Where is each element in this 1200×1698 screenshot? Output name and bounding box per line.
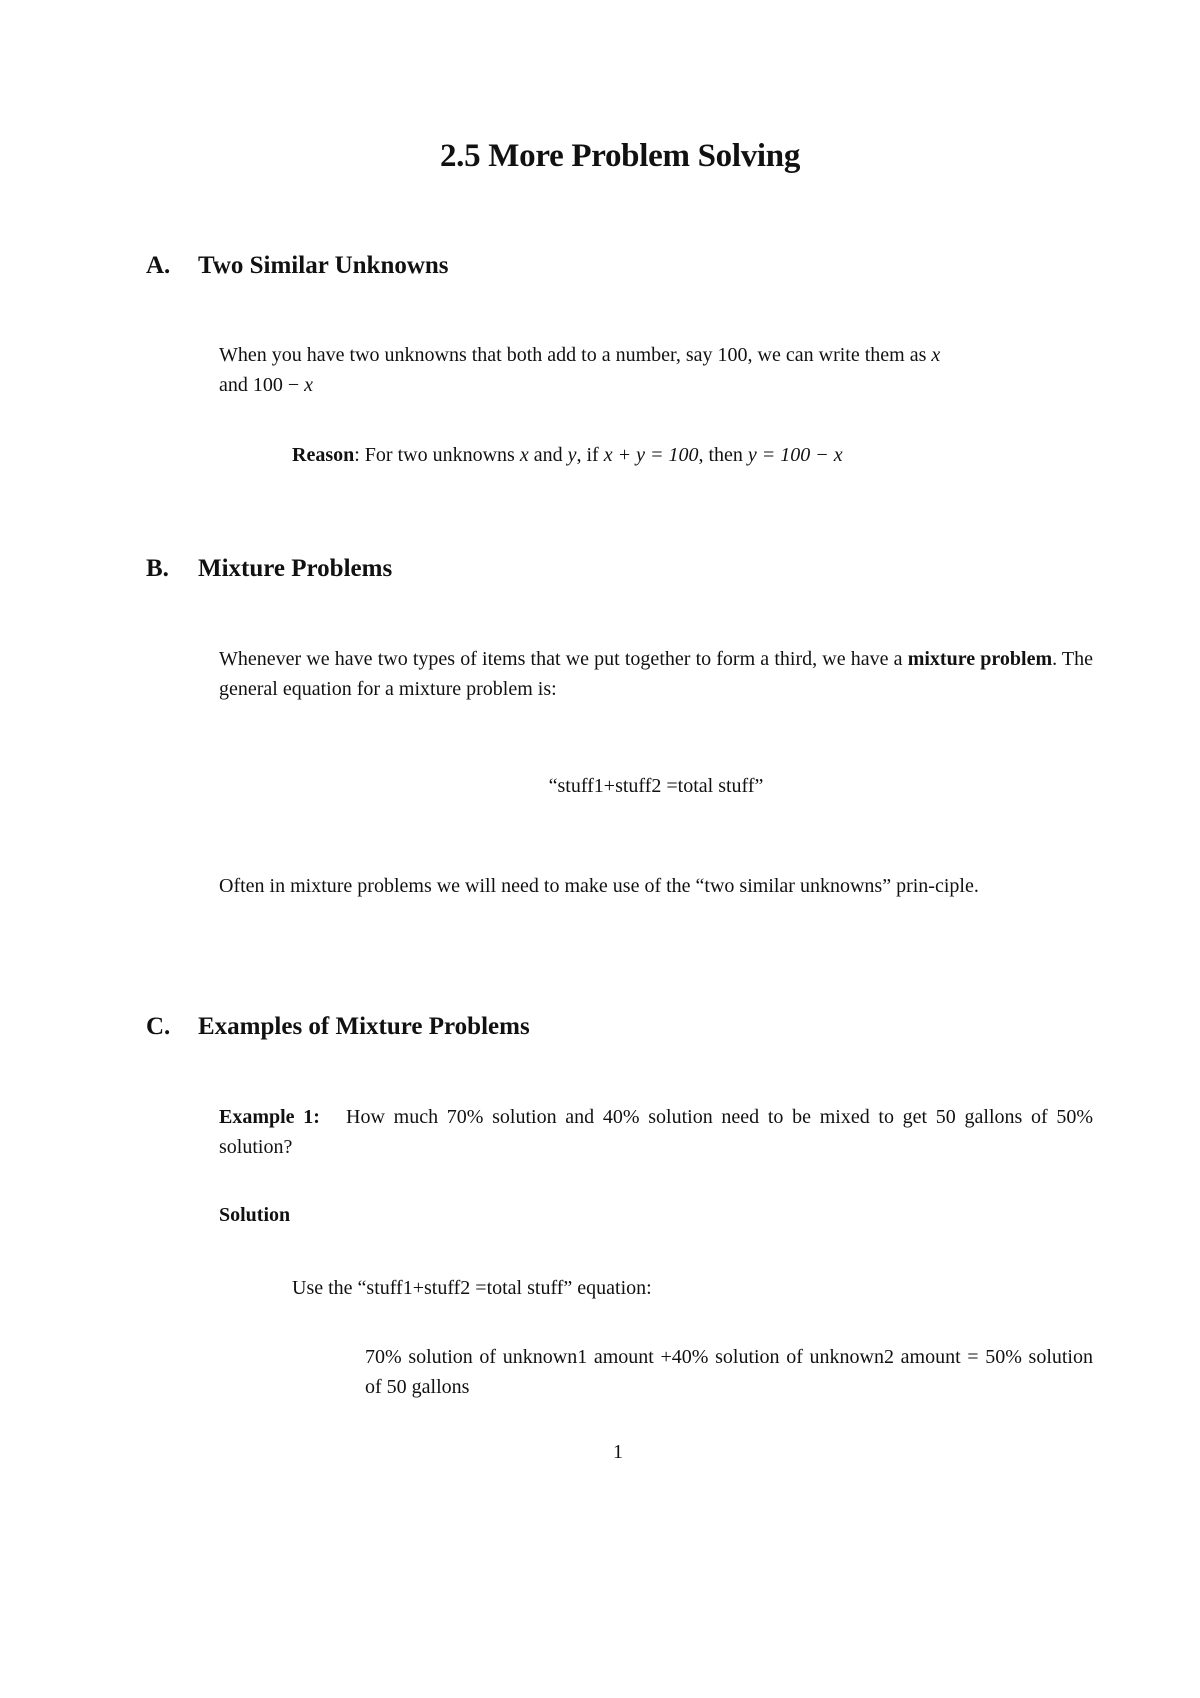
solution-use-line: Use the “stuff1+stuff2 =total stuff” equation: — [292, 1277, 652, 1299]
section-b-letter: B. — [146, 555, 169, 582]
page-title: 2.5 More Problem Solving — [439, 138, 801, 174]
reason-and: and — [528, 444, 568, 466]
section-c-title: Examples of Mixture Problems — [198, 1013, 530, 1040]
example-1 — [219, 1102, 1093, 1162]
section-a-var-x: x — [931, 344, 941, 366]
section-a-line2: and 100 − — [219, 374, 305, 396]
example-1-text: How much 70% solution and 40% solution need to be mixed to get 50 gallons of 50% solution? — [219, 1106, 1094, 1158]
reason-if: , if — [576, 444, 604, 466]
section-b-text: Whenever we have two types of items that we put together to form a third, we have a — [219, 648, 903, 670]
section-c-letter: C. — [146, 1013, 171, 1040]
section-b-text-rest: . The general equation for a mixture problem is: — [219, 648, 1093, 700]
solution-label: Solution — [219, 1204, 291, 1226]
reason-equation-2: y = 100 − x — [747, 444, 843, 466]
section-a-letter: A. — [146, 252, 171, 279]
section-a-text: When you have two unknowns that both add to a number, say 100, we can write them as — [219, 344, 932, 366]
mixture-problem-term: mixture problem — [907, 648, 1053, 670]
example-1-label: Example 1: — [219, 1106, 320, 1128]
reason-then: , then — [698, 444, 748, 466]
section-a-title: Two Similar Unknowns — [198, 252, 449, 279]
solution-step-1: 70% solution of unknown1 amount +40% solution of unknown2 amount = 50% solution of 50 gallons — [365, 1346, 1093, 1398]
reason-equation-1: x + y = 100 — [603, 444, 699, 466]
reason-label: Reason — [292, 444, 355, 466]
mixture-equation: “stuff1+stuff2 =total stuff” — [548, 775, 764, 797]
reason-line — [292, 440, 843, 470]
reason-x: x — [519, 444, 529, 466]
section-a-line2-var: x — [304, 374, 314, 396]
section-b-heading — [146, 555, 392, 583]
section-b-paragraph-2: Often in mixture problems we will need to make use of the “two similar unknowns” prin-ciple. — [219, 875, 979, 897]
section-a-heading — [146, 252, 449, 280]
reason-y: y — [567, 444, 577, 466]
section-c-heading — [146, 1013, 530, 1041]
section-b-paragraph — [219, 644, 1093, 704]
page-number: 1 — [613, 1441, 623, 1463]
section-a-paragraph — [219, 340, 940, 400]
reason-text: : For two unknowns — [354, 444, 520, 466]
section-b-title: Mixture Problems — [198, 555, 393, 582]
